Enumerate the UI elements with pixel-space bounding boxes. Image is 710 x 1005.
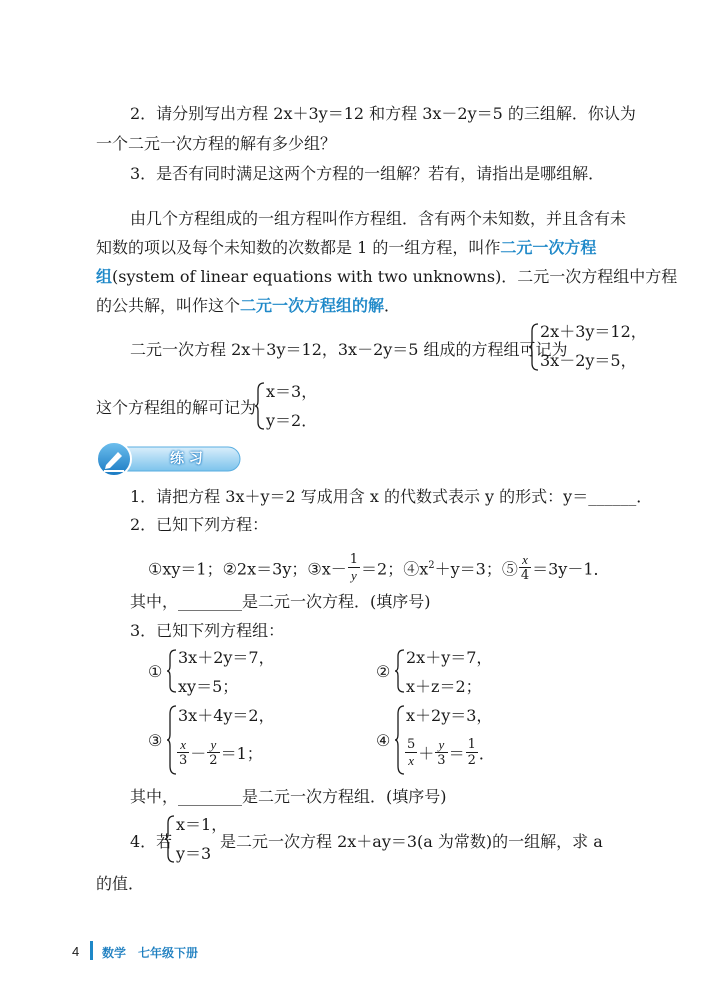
- page-number: 4: [72, 944, 80, 959]
- system-a-label: ①: [148, 662, 163, 681]
- solution-intro: 这个方程组的解可记为: [96, 398, 257, 417]
- exercise-4-row2: y＝3: [176, 844, 212, 863]
- fraction: $\frac{5}{x}$: [407, 737, 416, 768]
- system-b-row1: 2x＋y＝7，: [406, 648, 493, 667]
- exercise-4-row1: x＝1，: [176, 815, 228, 834]
- exercise-2: 2．已知下列方程：: [130, 515, 269, 534]
- book-title: 数学 七年级下册: [102, 946, 199, 960]
- exercise-banner: [94, 440, 244, 478]
- brace-icon: [164, 814, 176, 864]
- question-2-line1: 2．请分别写出方程 2x＋3y＝12 和方程 3x－2y＝5 的三组解．你认为: [130, 104, 636, 123]
- definition-line1: 由几个方程组成的一组方程叫作方程组．含有两个未知数，并且含有未: [130, 209, 627, 228]
- system-c-label: ③: [148, 731, 163, 750]
- question-2-line2: 一个二元一次方程的解有多少组？: [96, 134, 337, 153]
- exercise-4-text: 是二元一次方程 2x＋ay＝3(a 为常数)的一组解，求 a: [220, 832, 603, 851]
- exercise-2-equations: ①xy＝1；②2x＝3y；③x－ $\frac{1}{y}$ ＝2；$④x^2+y=3$；⑤ $\frac{x}{4}$ ＝3y－1．: [148, 552, 610, 584]
- system-d-row2: $\frac{5}{x}$ ＋ $\frac{y}{3}$ ＝ $\frac{1}{2}$ ．: [407, 737, 495, 768]
- exercise-3-answer: 其中，________是二元一次方程组．(填序号): [130, 787, 447, 806]
- brace-icon: [166, 648, 178, 694]
- fraction: $\frac{y}{2}$: [209, 737, 218, 768]
- term-system-of-equations: 二元一次方程: [500, 238, 597, 257]
- exercise-4-prefix: 4．若: [130, 832, 173, 851]
- exercise-3: 3．已知下列方程组：: [130, 621, 285, 640]
- fraction: $\frac{1}{2}$: [467, 737, 476, 768]
- definition-line2: 知数的项以及每个未知数的次数都是 1 的一组方程，叫作二元一次方程: [96, 238, 597, 257]
- term-solution-of-system: 二元一次方程组的解: [240, 296, 385, 315]
- example-system-row1: 2x＋3y＝12，: [540, 322, 647, 341]
- example-intro: 二元一次方程 2x＋3y＝12，3x－2y＝5 组成的方程组可记为: [130, 340, 568, 359]
- fraction: $\frac{x}{3}$: [179, 737, 188, 768]
- fraction: $\frac{x}{4}$: [520, 552, 530, 584]
- system-d-row1: x＋2y＝3，: [406, 706, 493, 725]
- solution-row1: x＝3，: [266, 382, 318, 401]
- system-d-label: ④: [376, 731, 391, 750]
- solution-row2: y＝2．: [266, 411, 318, 430]
- definition-line3: 组(system of linear equations with two unknowns)．二元一次方程组中方程: [96, 267, 678, 286]
- footer-divider: [90, 941, 93, 960]
- question-3: 3．是否有同时满足这两个方程的一组解？若有，请指出是哪组解．: [130, 164, 605, 183]
- system-b-row2: x＋z＝2；: [406, 677, 482, 696]
- system-a-row1: 3x＋2y＝7，: [178, 648, 275, 667]
- system-c-row2: $\frac{x}{3}$ － $\frac{y}{2}$ ＝1；: [179, 737, 263, 768]
- system-c-row1: 3x＋4y＝2，: [178, 706, 275, 725]
- exercise-2-answer: 其中，________是二元一次方程．(填序号): [130, 592, 431, 611]
- exercise-4-end: 的值．: [96, 874, 145, 893]
- brace-icon: [254, 381, 266, 431]
- fraction: $\frac{1}{y}$: [349, 552, 359, 584]
- brace-icon: [528, 322, 540, 372]
- definition-line4: 的公共解，叫作这个二元一次方程组的解．: [96, 296, 401, 315]
- brace-icon: [394, 648, 406, 694]
- system-a-row2: xy＝5；: [178, 677, 239, 696]
- example-system-row2: 3x－2y＝5，: [540, 351, 637, 370]
- exercise-1: 1．请把方程 3x＋y＝2 写成用含 x 的代数式表示 y 的形式：y＝______．: [130, 487, 653, 506]
- exercise-banner-title: 练 习: [170, 451, 203, 467]
- fraction: $\frac{y}{3}$: [437, 737, 446, 768]
- system-b-label: ②: [376, 662, 391, 681]
